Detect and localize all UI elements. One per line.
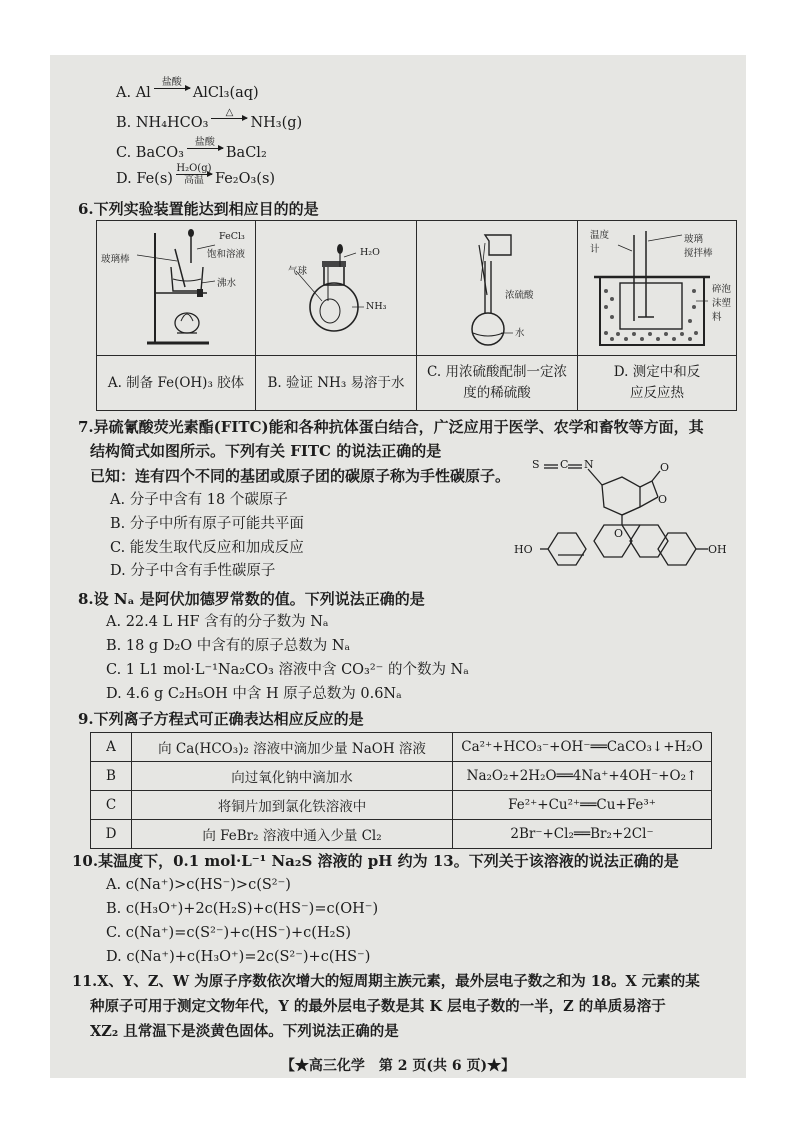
reaction-arrow: 盐酸 <box>154 77 190 100</box>
q6-caption-a: A. 制备 Fe(OH)₃ 胶体 <box>97 356 256 411</box>
q9-stem: 9.下列离子方程式可正确表达相应反应的是 <box>78 710 364 728</box>
q8-option-b: B. 18 g D₂O 中含有的原子总数为 Nₐ <box>106 638 351 654</box>
atom-o-xanthene: O <box>614 527 624 540</box>
q11-stem-line2: 种原子可用于测定文物年代，Y 的最外层电子数是其 K 层电子数的一半，Z 的单质易溶于 <box>90 998 666 1015</box>
q6-caption-d: D. 测定中和反 应反应热 <box>578 356 737 411</box>
label-stirrer-1: 玻璃 <box>684 234 704 245</box>
table-row: A 向 Ca(HCO₃)₂ 溶液中滴加少量 NaOH 溶液 Ca²⁺+HCO₃⁻+OH⁻══CaCO₃↓+H₂O <box>91 733 712 762</box>
label-nh3: NH₃ <box>366 301 387 312</box>
q10-option-a: A. c(Na⁺)>c(HS⁻)>c(S²⁻) <box>106 877 291 893</box>
q6-caption-b: B. 验证 NH₃ 易溶于水 <box>256 356 417 411</box>
atom-s: S <box>532 458 540 471</box>
q8-option-c: C. 1 L1 mol·L⁻¹Na₂CO₃ 溶液中含 CO₃²⁻ 的个数为 Nₐ <box>106 662 469 678</box>
q11-stem-line3: XZ₂ 且常温下是淡黄色固体。下列说法正确的是 <box>90 1023 399 1040</box>
q7-option-c: C. 能发生取代反应和加成反应 <box>110 540 304 556</box>
atom-o-carbonyl: O <box>660 461 670 474</box>
q5-option-c: C. BaCO₃ 盐酸 BaCl₂ <box>116 137 267 161</box>
q7-known: 已知：连有四个不同的基团或原子团的碳原子称为手性碳原子。 <box>90 467 511 485</box>
label-foam-1: 碎泡 <box>712 284 732 295</box>
reaction-arrow: △ <box>211 107 247 130</box>
q10-option-d: D. c(Na⁺)+c(H₃O⁺)=2c(S²⁻)+c(HS⁻) <box>106 949 371 965</box>
q9-equation-table <box>90 732 712 849</box>
label-water: 水 <box>515 328 525 339</box>
table-row: B 向过氧化钠中滴加水 Na₂O₂+2H₂O══4Na⁺+4OH⁻+O₂↑ <box>91 762 712 791</box>
q7-option-b: B. 分子中所有原子可能共平面 <box>110 516 304 532</box>
reaction-arrow: H₂O(g) 高温 <box>176 163 212 186</box>
q11-stem-line1: 11.X、Y、Z、W 为原子序数依次增大的短周期主族元素，最外层电子数之和为 18。X 元素的某 <box>72 973 700 990</box>
atom-c: C <box>560 458 569 471</box>
q6-cell-a-figure <box>97 221 256 356</box>
table-row: D 向 FeBr₂ 溶液中通入少量 Cl₂ 2Br⁻+Cl₂══Br₂+2Cl⁻ <box>91 820 712 849</box>
label-conc-acid: 浓硫酸 <box>505 290 534 301</box>
q6-apparatus-table <box>96 220 737 411</box>
fitc-structure-drawing <box>528 455 728 567</box>
label-foam-3: 料 <box>712 312 722 323</box>
label-fecl3: FeCl₃ <box>219 231 245 242</box>
q8-stem: 8.设 Nₐ 是阿伏加德罗常数的值。下列说法正确的是 <box>78 590 425 608</box>
q7-stem-line1: 7.异硫氰酸荧光素酯(FITC)能和各种抗体蛋白结合，广泛应用于医学、农学和畜牧等方面，其 <box>78 418 704 436</box>
label-boiling-water: 沸水 <box>217 278 237 289</box>
label-thermometer-2: 计 <box>590 244 600 255</box>
label-saturated: 饱和溶液 <box>207 249 246 260</box>
q10-option-c: C. c(Na⁺)=c(S²⁻)+c(HS⁻)+c(H₂S) <box>106 925 351 941</box>
label-stirrer-2: 搅拌棒 <box>684 248 713 259</box>
table-row: C 将铜片加到氯化铁溶液中 Fe²⁺+Cu²⁺══Cu+Fe³⁺ <box>91 791 712 820</box>
dilution-flask-figure <box>417 221 577 351</box>
q6-cell-b-figure <box>256 221 417 356</box>
exam-page <box>50 55 746 1078</box>
q5-option-b: B. NH₄HCO₃ △ NH₃(g) <box>116 107 303 131</box>
q6-caption-c: C. 用浓硫酸配制一定浓 度的稀硫酸 <box>417 356 578 411</box>
label-foam-2: 沫塑 <box>712 298 732 309</box>
q6-cell-c-figure <box>417 221 578 356</box>
q8-option-a: A. 22.4 L HF 含有的分子数为 Nₐ <box>106 614 329 630</box>
label-thermometer-1: 温度 <box>590 230 610 241</box>
label-balloon: 气球 <box>288 266 308 277</box>
group-oh: OH <box>708 543 727 556</box>
q7-option-a: A. 分子中含有 18 个碳原子 <box>110 492 288 508</box>
reaction-arrow: 盐酸 <box>187 137 223 160</box>
label-glass-rod: 玻璃棒 <box>101 254 130 265</box>
q10-option-b: B. c(H₃O⁺)+2c(H₂S)+c(HS⁻)=c(OH⁻) <box>106 901 379 917</box>
q7-stem-line2: 结构简式如图所示。下列有关 FITC 的说法正确的是 <box>90 442 442 460</box>
q6-stem: 6.下列实验装置能达到相应目的的是 <box>78 200 319 218</box>
q10-stem: 10.某温度下，0.1 mol·L⁻¹ Na₂S 溶液的 pH 约为 13。下列关于该溶液的说法正确的是 <box>72 852 679 870</box>
ammonia-flask-figure <box>256 221 416 351</box>
atom-o-ring: O <box>658 493 668 506</box>
q5-option-d: D. Fe(s) H₂O(g) 高温 Fe₂O₃(s) <box>116 163 276 187</box>
q8-option-d: D. 4.6 g C₂H₅OH 中含 H 原子总数为 0.6Nₐ <box>106 686 402 702</box>
q6-cell-d-figure <box>578 221 737 356</box>
q5-option-a: A. Al 盐酸 AlCl₃(aq) <box>116 77 259 101</box>
q7-option-d: D. 分子中含有手性碳原子 <box>110 563 276 579</box>
fitc-structure <box>514 455 728 567</box>
label-h2o: H₂O <box>360 247 380 258</box>
page-footer: 【★高三化学 第 2 页(共 6 页)★】 <box>280 1058 516 1074</box>
atom-n: N <box>584 458 594 471</box>
group-ho: HO <box>514 543 533 556</box>
